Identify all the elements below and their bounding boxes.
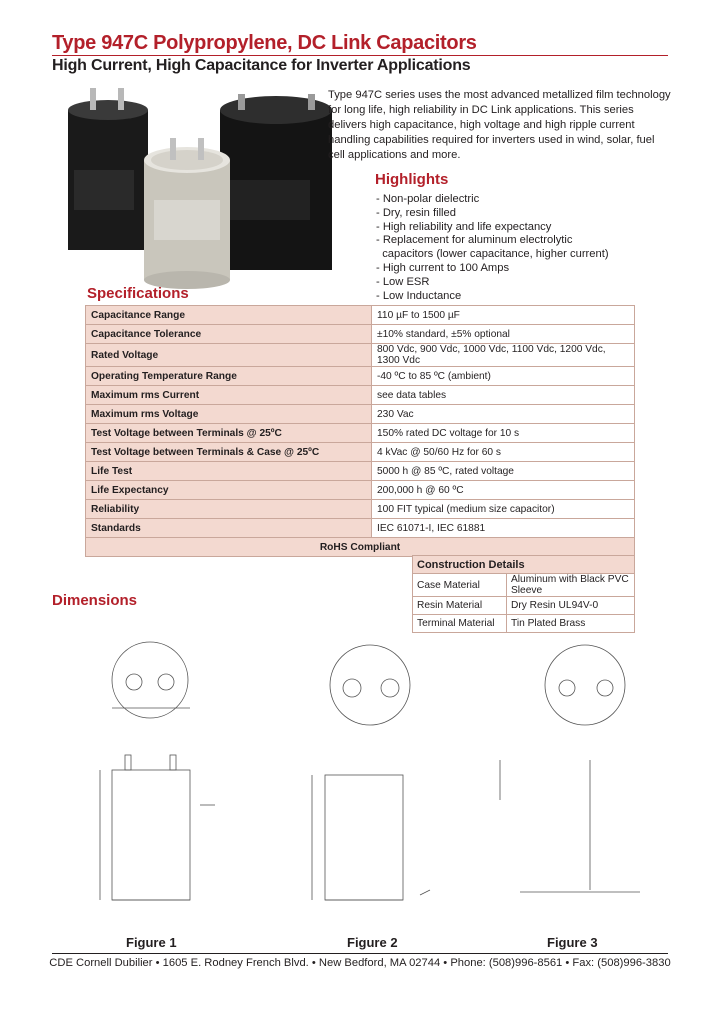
page-subtitle: High Current, High Capacitance for Inverter Applications [52, 57, 471, 74]
capacitor-right-image [220, 94, 332, 270]
figure2-caption: Figure 2 [347, 935, 398, 950]
spec-value: 4 kVac @ 50/60 Hz for 60 s [372, 443, 635, 462]
table-row [86, 367, 635, 386]
figure1-caption: Figure 1 [126, 935, 177, 950]
highlight-item: - Replacement for aluminum electrolytic [376, 234, 573, 247]
highlight-item: - High current to 100 Amps [376, 261, 510, 274]
page-footer: CDE Cornell Dubilier • 1605 E. Rodney French Blvd. • New Bedford, MA 02744 • Phone: (508)996-8561 • Fax: (508)996-3830 [49, 957, 671, 969]
spec-label: Maximum rms Current [86, 386, 372, 405]
spec-value: 100 FIT typical (medium size capacitor) [372, 500, 635, 519]
figure2-side-view [312, 775, 403, 900]
figure3-caption: Figure 3 [547, 935, 598, 950]
footer-divider [52, 953, 668, 954]
table-row [86, 344, 635, 367]
highlights-heading: Highlights [375, 171, 449, 188]
spec-label: Operating Temperature Range [86, 367, 372, 386]
table-row [86, 424, 635, 443]
figure1-side-view [100, 755, 215, 900]
table-row [86, 405, 635, 424]
rohs-compliant-row: RoHS Compliant [86, 538, 635, 557]
highlights-list [376, 193, 656, 303]
spec-label: Life Expectancy [86, 481, 372, 500]
table-row [86, 443, 635, 462]
table-row [413, 556, 635, 574]
table-row [86, 386, 635, 405]
construction-value: Aluminum with Black PVC Sleeve [507, 574, 635, 597]
construction-value: Dry Resin UL94V-0 [507, 597, 635, 615]
construction-heading: Construction Details [413, 556, 635, 574]
spec-label: Life Test [86, 462, 372, 481]
title-divider [52, 55, 668, 56]
spec-label: Rated Voltage [86, 344, 372, 367]
table-row [86, 538, 635, 557]
table-row [86, 325, 635, 344]
table-row [413, 574, 635, 597]
specifications-heading: Specifications [87, 285, 189, 302]
spec-value: -40 ºC to 85 ºC (ambient) [372, 367, 635, 386]
highlight-item: - Low Inductance [376, 289, 462, 302]
highlight-item: - High reliability and life expectancy [376, 220, 552, 233]
spec-value: 800 Vdc, 900 Vdc, 1000 Vdc, 1100 Vdc, 1200 Vdc, 1300 Vdc [372, 344, 635, 367]
intro-paragraph: Type 947C series uses the most advanced metallized film technology for long life, high reliability in DC Link applications. This series delivers high capacitance, high voltage and high ripple current handling capabilities required for inverters used in wind, solar, fuel cell applications and more. [328, 89, 671, 161]
construction-details-table [412, 555, 635, 633]
figure3-side-view [420, 760, 640, 895]
spec-label: Maximum rms Voltage [86, 405, 372, 424]
capacitor-middle-image [144, 138, 230, 289]
spec-value: 110 µF to 1500 µF [372, 306, 635, 325]
specifications-table [85, 305, 635, 557]
capacitor-product-photo [60, 80, 345, 290]
dimension-drawings [40, 630, 690, 930]
spec-value: IEC 61071-I, IEC 61881 [372, 519, 635, 538]
spec-value: 5000 h @ 85 ºC, rated voltage [372, 462, 635, 481]
spec-value: 230 Vac [372, 405, 635, 424]
spec-label: Test Voltage between Terminals & Case @ 25ºC [86, 443, 372, 462]
spec-label: Capacitance Range [86, 306, 372, 325]
construction-value: Tin Plated Brass [507, 615, 635, 633]
table-row [413, 597, 635, 615]
highlight-item: - Dry, resin filled [376, 206, 456, 219]
spec-value: 200,000 h @ 60 ºC [372, 481, 635, 500]
capacitor-left-image [68, 88, 148, 250]
spec-label: Standards [86, 519, 372, 538]
table-row [86, 462, 635, 481]
spec-label: Reliability [86, 500, 372, 519]
highlight-item: - Low ESR [376, 275, 430, 288]
figure3-top-view [545, 645, 625, 725]
spec-value: 150% rated DC voltage for 10 s [372, 424, 635, 443]
table-row [86, 306, 635, 325]
figure1-top-view [112, 642, 190, 718]
table-row [86, 519, 635, 538]
highlight-item: capacitors (lower capacitance, higher current) [376, 248, 609, 261]
construction-label: Resin Material [413, 597, 507, 615]
figure2-top-view [330, 645, 410, 725]
table-row [86, 481, 635, 500]
page-title: Type 947C Polypropylene, DC Link Capacitors [52, 32, 477, 54]
spec-value: see data tables [372, 386, 635, 405]
spec-value: ±10% standard, ±5% optional [372, 325, 635, 344]
spec-label: Capacitance Tolerance [86, 325, 372, 344]
table-row [86, 500, 635, 519]
spec-label: Test Voltage between Terminals @ 25ºC [86, 424, 372, 443]
highlight-item: - Non-polar dielectric [376, 193, 480, 205]
dimensions-heading: Dimensions [52, 592, 138, 609]
construction-label: Terminal Material [413, 615, 507, 633]
construction-label: Case Material [413, 574, 507, 597]
